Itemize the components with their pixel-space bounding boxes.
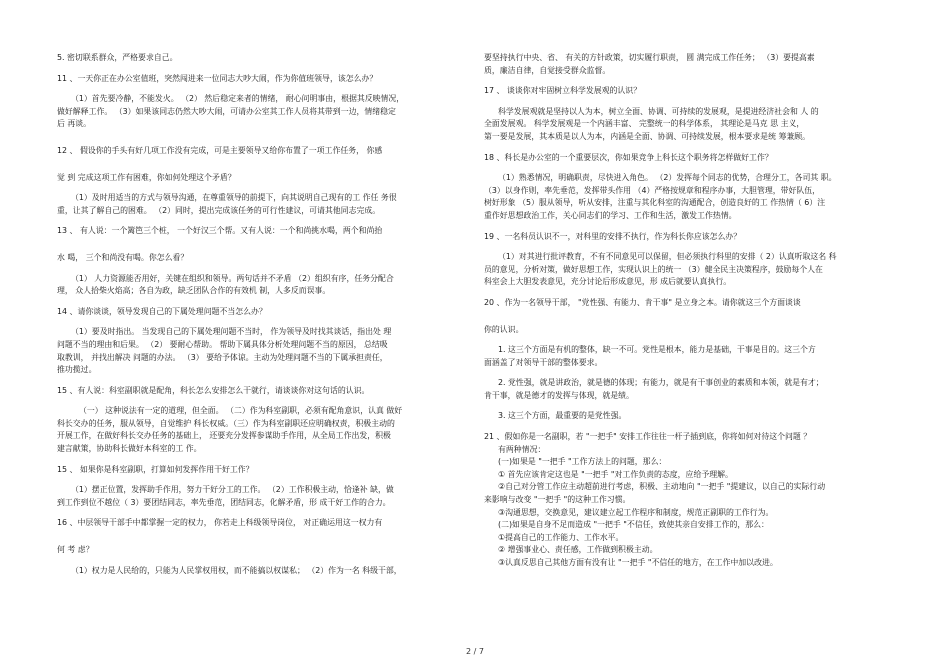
page-number: 2 / 7 xyxy=(466,647,484,656)
text-line: 员的意见，分析对策，做好思想工作，实现认识上的统一 （3）健全民主决策程序，鼓励每个人在 xyxy=(484,264,823,274)
text-line: 1. 这三个方面是有机的整体，缺一不可。党性是根本，能力是基础，干事是目的。这三个方 xyxy=(498,345,816,355)
text-line: （一） 这种说法有一定的道理，但全面。 （二）作为科室副职，必须有配角意识，认真 做好 xyxy=(79,406,403,416)
right-column xyxy=(484,52,902,570)
text-line: 你的认识。 xyxy=(484,324,524,334)
text-line: (二)如果是自身不足而造成 "一把手 "不信任，致使其亲自安排工作的，那么： xyxy=(498,520,769,530)
text-line: （1） 人力资源能否用好，关键在组织和领导。两句话并不矛盾 （2）组织有序，任务分配合 xyxy=(71,273,394,283)
text-line: （1）首先要冷静，不能发火。 （2） 然后稳定来者的情绪， 耐心问明事由，根据其反映情况， xyxy=(71,94,405,104)
text-line: 后 再谈。 xyxy=(57,119,92,129)
text-line: 推功揽过。 xyxy=(57,365,97,375)
text-line: 肯干事，就是德才的发挥与体现，就是绩。 xyxy=(484,390,634,400)
text-line: 科长交办的任务，服从领导，自觉维护 科长权威。（三）作为科室副职还应明确权责，积极主动的 xyxy=(57,418,395,428)
text-line: ②自己对分管工作应主动超前进行考虑，积极、主动地向 "一把手 "提建议，以自己的实际行动 xyxy=(498,482,826,492)
text-line: (一)如果是 "一把手 "工作方法上的问题，那么： xyxy=(498,457,667,467)
text-line: 全面发展观。 科学发展观是一个内涵丰富、 完整统一的科学体系， 其理论是马克 思 主义， xyxy=(484,119,805,129)
text-line: （1）摆正位置，发挥助手作用，努力干好分工的工作。 （2）工作积极主动，恰逢补 缺，做 xyxy=(71,485,394,495)
question-heading: 17 、 谈谈你对牢固树立科学发展观的认识？ xyxy=(484,86,642,96)
text-line: 问题不当的理由和后果。 （2） 要耐心帮助。 帮助下属具体分析处理问题不当的原因， 总结吸 xyxy=(57,339,388,349)
question-heading: 15 、有人说：科室副职就是配角，科长怎么安排怎么干就行，请谈谈你对这句话的认识。 xyxy=(57,385,370,395)
question-heading: 15 、 如果你是科室副职，打算如何发挥作用干好工作？ xyxy=(57,464,254,474)
text-line: 来影响与改变 "一把手 "的这种工作习惯。 xyxy=(484,495,631,505)
text-line: 面涵盖了对领导干部的整体要求。 xyxy=(484,357,603,367)
question-heading: 18 、科长是办公室的一个重要层次，你如果竞争上科长这个职务将怎样做好工作？ xyxy=(484,152,773,162)
question-heading: 11 、一天你正在办公室值班，突然闯进来一位同志大吵大闹，作为你值班领导，该怎么办？ xyxy=(57,73,378,83)
text-line: 何 考 虑？ xyxy=(57,545,94,555)
text-line: （3）以身作则，率先垂范，发挥带头作用 （4）严格按规章和程序办事，大胆管理，带好队伍， xyxy=(484,185,821,195)
text-line: （1）对其进行批评教育，不有不同意见可以保留，但必须执行科里的安排（ 2）认真听取这名 科 xyxy=(498,252,837,262)
text-line: 要坚持执行中央、省、 有关的方针政策，切实履行职责， 圆 满完成工作任务； （3）要提高素 xyxy=(484,53,815,62)
text-line: 质，廉洁自律，自觉接受群众监督。 xyxy=(484,65,611,75)
question-heading: 14 、请你谈谈，领导发现自己的下属处理问题不当怎么办？ xyxy=(57,306,267,316)
text-line: 科室会上大胆发表意见，充分讨论后形成意见，形 成后就要认真执行。 xyxy=(484,277,732,287)
text-line: 建言献策，协助科长做好本科室的工 作。 xyxy=(57,444,202,454)
text-line: 水 喝， 三个和尚没有喝。你怎么看？ xyxy=(57,252,189,262)
text-line: 重作好思想政治工作，关心同志们的学习、工作和生活，激发工作热情。 xyxy=(484,210,737,220)
text-line: ① 首先应该肯定这也是 "一把手 "对工作负责的态度，应给予理解。 xyxy=(498,469,733,479)
text-line: 2. 党性强，就是讲政治，就是德的体现；有能力，就是有干事创业的素质和本领，就是有才； xyxy=(498,378,824,388)
text-line: 3. 这三个方面，最重要的是党性强。 xyxy=(498,411,627,421)
text-line: 到工作到位不越位（ 3）要团结同志，率先垂范，团结同志，化解矛盾，形 成干好工作的合力。 xyxy=(57,497,391,507)
question-heading: 12 、 假设你的手头有好几项工作没有完成，可是主要领导又给你布置了一项工作任务， 你感 xyxy=(57,145,383,155)
text-line: ③沟通思想，交换意见，建议建立起工作程序和制度，规范正副职的工作行为。 xyxy=(498,507,774,517)
text-line: 开展工作，在做好科长交办任务的基础上， 还要充分发挥参谋助手作用，从全局工作出发，积极 xyxy=(57,431,391,441)
left-column xyxy=(57,52,475,577)
text-line: 树好形象 （5）服从领导，听从安排，注重与其化科室的沟通配合，创造良好的工 作热情（ 6）注 xyxy=(484,198,826,208)
question-heading: 13 、 有人说：一个篱笆三个桩， 一个好汉三个帮。又有人说：一个和尚挑水喝，两个和尚抬 xyxy=(57,226,383,236)
text-line: （1）熟悉情况，明确职责，尽快进入角色。 （2）发挥每个同志的优势，合理分工，各司其 职。 xyxy=(498,173,837,183)
question-heading: 16 、中层领导干部手中都掌握一定的权力， 你若走上科级领导岗位， 对正确运用这一权力有 xyxy=(57,518,383,528)
text-line: 重，让其了解自己的困难。 （2）同时，提出完成该任务的可行性建议，可请其他同志完成。 xyxy=(57,205,381,215)
question-heading: 20 、作为一名领导干部， "党性强、有能力、肯干事" 是立身之本。请你就这三个方面谈谈 xyxy=(484,297,801,307)
text-line: 理， 众人拾柴火焰高；各自为政，缺乏团队合作的有效机 制，人多反而误事。 xyxy=(57,286,331,296)
text-line: 5. 密切联系群众，严格要求自己。 xyxy=(57,53,178,62)
text-line: ③认真反思自己其他方面有没有让 "一把手 "不信任的地方，在工作中加以改进。 xyxy=(498,558,778,567)
text-line: ② 增强事业心、责任感，工作做到积极主动。 xyxy=(498,545,658,555)
text-line: （1）权力是人民给的，只能为人民掌权用权，而不能搞以权谋私； （2）作为一名 科级干部， xyxy=(71,565,402,575)
text-line: 第一要是发展，其本质是以人为本，内涵是全面、协调、可持续发展，根本要求是统 筹兼顾。 xyxy=(484,131,811,141)
text-line: 取教训， 并找出解决 问题的办法。 （3） 要给予体谅。主动为处理问题不当的下属承担责任， xyxy=(57,352,388,362)
text-line: （1）要及时指出。 当发现自己的下属处理问题不当时， 作为领导及时找其谈话，指出处 理 xyxy=(71,327,392,337)
text-line: 觉 到 完成这项工作有困难，你如何处理这个矛盾？ xyxy=(57,172,236,182)
text-line: ①提高自己的工作能力、工作水平。 xyxy=(498,532,624,542)
text-line: 科学发展观就是坚持以人为本，树立全面、协调、可持续的发展观，是提进经济社会和 人 的 xyxy=(498,106,819,116)
text-line: 有两种情况： xyxy=(498,444,546,454)
text-line: （1）及时用适当的方式与领导沟通，在尊重领导的前提下，向其说明自己现有的工 作任 务很 xyxy=(71,193,397,203)
question-heading: 19 、一名科员认识不一，对科里的安排不执行，作为科长你应该怎么办？ xyxy=(484,231,742,241)
text-line: 做好解释工作。 （3）如果该同志仍然大吵大闹，可请办公室其工作人员将其带到一边，情绪稳定 xyxy=(57,106,396,116)
question-heading: 21 、假如你是一名副职，若 "一把手" 安排工作往往一杆子插到底，你将如何对待这个问题 ？ xyxy=(484,432,812,442)
